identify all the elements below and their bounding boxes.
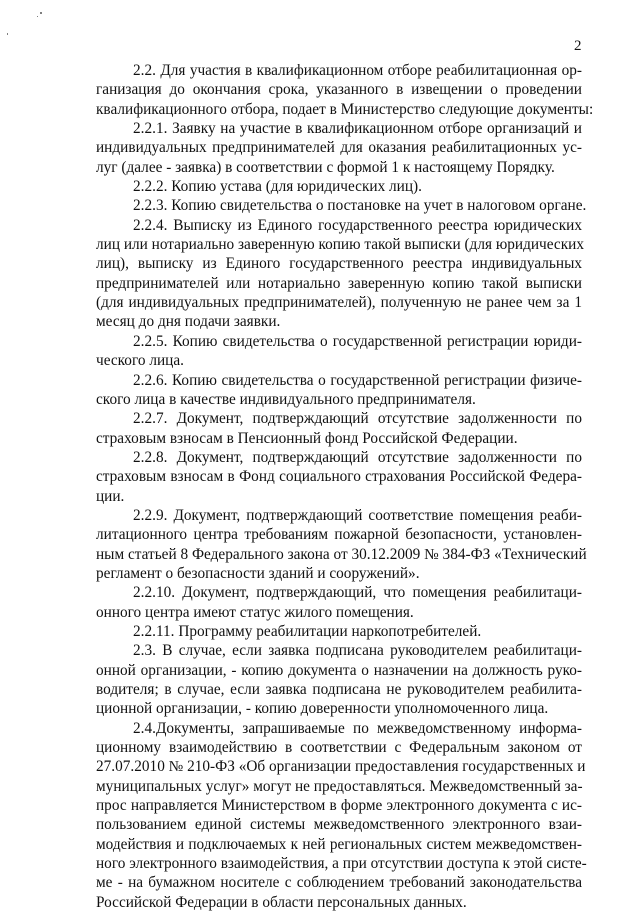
text-line: прос направляется Министерством в форме электронного документа с ис-: [96, 797, 582, 815]
paragraph-p-2-2: [96, 61, 594, 119]
text-line: месяц до дня подачи заявки.: [96, 313, 281, 331]
text-line: лиц или нотариально заверенную копию такой выписки (для юридических: [96, 236, 584, 254]
page-number: 2: [574, 38, 582, 54]
text-line: луг (далее - заявка) в соответствии с формой 1 к настоящему Порядку.: [96, 158, 555, 176]
text-line: 2.2. Для участия в квалификационном отборе реабилитационная ор-: [133, 62, 582, 79]
text-line: 2.2.3. Копию свидетельства о постановке на учет в налоговом органе.: [133, 197, 587, 215]
paragraph-p-2-2-5: [96, 332, 582, 371]
text-line: индивидуальных предпринимателей для оказания реабилитационных ус-: [96, 139, 582, 157]
text-line: модействия и подключаемых к ней региональных систем межведомствен-: [96, 835, 582, 853]
scan-speck: [7, 33, 8, 35]
paragraph-p-2-2-6: [96, 371, 582, 410]
text-line: 2.2.8. Документ, подтверждающий отсутствие задолженности по: [133, 448, 582, 466]
paragraph-p-2-2-11: [96, 622, 582, 641]
paragraph-p-2-2-1: [96, 119, 582, 177]
text-line: водителя; в случае, если заявка подписана не руководителем реабилита-: [96, 681, 582, 698]
text-line: 2.2.6. Копию свидетельства о государственной регистрации физиче-: [133, 371, 582, 389]
text-line: ции.: [96, 487, 125, 505]
paragraph-p-2-2-7: [96, 409, 582, 448]
text-line: ционной организации, - копию доверенности уполномоченного лица.: [96, 700, 549, 718]
scan-speck: [40, 12, 42, 14]
text-line: 2.4.Документы, запрашиваемые по межведомственному информа-: [133, 719, 582, 737]
text-line: ского лица в качестве индивидуального предпринимателя.: [96, 390, 476, 408]
text-line: регламент о безопасности зданий и сооружений».: [96, 564, 420, 582]
text-line: ганизация до окончания срока, указанного в извещении о проведении: [96, 81, 582, 99]
paragraph-p-2-2-4: [96, 216, 582, 332]
text-line: страховым взносам в Фонд социального страхования Российской Федера-: [96, 468, 582, 486]
paragraph-p-2-2-8: [96, 448, 582, 506]
paragraph-p-2-4: [96, 719, 587, 912]
text-line: лиц), выписку из Единого государственного реестра индивидуальных: [96, 255, 582, 273]
document-body: [96, 61, 594, 912]
text-line: 27.07.2010 № 210-ФЗ «Об организации предоставления государственных и: [96, 758, 586, 776]
paragraph-p-2-2-9: [96, 506, 587, 583]
text-line: ческого лица.: [96, 352, 184, 370]
text-line: онной организации, - копию документа о назначении на должность руко-: [96, 661, 582, 679]
paragraph-p-2-3: [96, 641, 582, 718]
text-line: онного центра имеют статус жилого помещения.: [96, 603, 414, 621]
text-line: 2.3. В случае, если заявка подписана руководителем реабилитаци-: [133, 642, 582, 660]
text-line: 2.2.4. Выписку из Единого государственного реестра юридических: [133, 216, 582, 234]
paragraph-p-2-2-3: [96, 196, 587, 215]
paragraph-p-2-2-10: [96, 583, 582, 622]
text-line: 2.2.11. Программу реабилитации наркопотребителей.: [133, 622, 482, 640]
text-line: ционному взаимодействию в соответствии с Федеральным законом от: [96, 739, 582, 757]
text-line: (для индивидуальных предпринимателей), полученную не ранее чем за 1: [96, 294, 582, 312]
text-line: ме - на бумажном носителе с соблюдением требований законодательства: [96, 874, 582, 892]
text-line: предпринимателей или нотариально заверенную копию такой выписки: [96, 274, 582, 292]
paragraph-p-2-2-2: [96, 177, 582, 196]
scan-speck: [37, 16, 38, 17]
text-line: ным статьей 8 Федерального закона от 30.12.2009 № 384-ФЗ «Технический: [96, 545, 587, 563]
text-line: 2.2.2. Копию устава (для юридических лиц).: [133, 178, 422, 196]
text-line: Российской Федерации в области персональных данных.: [96, 893, 467, 911]
text-line: страховым взносам в Пенсионный фонд Российской Федерации.: [96, 429, 518, 447]
text-line: литационного центра требованиям пожарной безопасности, установлен-: [96, 526, 582, 544]
text-line: квалификационного отбора, подает в Министерство следующие документы:: [96, 100, 594, 118]
text-line: 2.2.7. Документ, подтверждающий отсутствие задолженности по: [133, 410, 582, 428]
text-line: 2.2.9. Документ, подтверждающий соответствие помещения реаби-: [133, 506, 582, 524]
text-line: 2.2.10. Документ, подтверждающий, что помещения реабилитаци-: [133, 584, 582, 602]
text-line: 2.2.1. Заявку на участие в квалификационном отборе организаций и: [133, 120, 582, 138]
text-line: пользованием единой системы межведомственного электронного взаи-: [96, 816, 582, 834]
text-line: 2.2.5. Копию свидетельства о государственной регистрации юриди-: [133, 332, 582, 350]
text-line: ного электронного взаимодействия, а при отсутствии доступа к этой систе-: [96, 855, 587, 873]
text-line: муниципальных услуг» могут не предоставляться. Межведомственный за-: [96, 777, 583, 795]
